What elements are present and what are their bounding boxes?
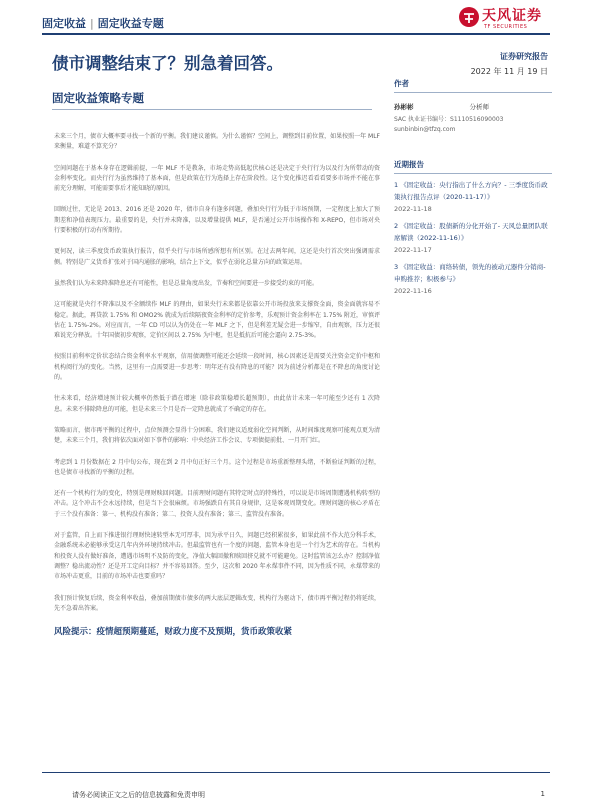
page-header — [0, 0, 600, 40]
body-paragraph: 这可能就是央行不降准以及不全额续作 MLF 的理由，如果央行未来都是依靠公开市场投放来支撑资金面，资金面就容易不稳定。据此，再贷款 1.75% 和 OMO2% 就成为后续隔夜资金利率的定价参考，乐观预计资金利率在 1.75% 附近，审慎评估在 1.75%-2%。对应而言，一年 CD 可以认为仍处在一年 MLF 之下，但是利差无疑会进一步缩窄，自由观察，压力还很难说充分释放。十年国债初步观察，定价区间以 2.75% 为中枢，但是抵抗后可能会逼向 2.75-3%。 — [54, 301, 380, 340]
body-paragraph: 还有一个机构行为的变化，特别是理财赎回问题。目前理财问题有其特定时点的特殊性，可以说是市场周期遭遇机构转型的冲击。这个冲击不会永远持续，但是当下会很麻烦。市场强跌自有其自身规律，这是客观周期变化。理财问题的核心矛盾在于三个没有准备：第一、机构没有准备；第二、投资人没有准备；第三、监管没有准备。 — [54, 490, 380, 518]
author-heading: 作者 — [394, 78, 552, 93]
author-row — [394, 102, 552, 111]
author-role: 分析师 — [469, 103, 489, 111]
body-paragraph: 策略而言，债市再平衡的过程中，点位预测会显得十分困难，我们建议适度弱化空间判断，从时间维度观察可能观点更为清楚，未来三个月，我们将依次面对如下事件的影响：中央经济工作会议、专项债提前批、一月开门红。 — [54, 426, 380, 445]
body-paragraph: 我们预计恢复后续，资金利率收益，叠加前期债市债多的两大底层逻辑改变，机构行为驱动下，债市再平衡过程仍将延续，先不急着出答案。 — [54, 594, 380, 612]
risk-warning: 风险提示：疫情超预期蔓延，财政力度不及预期，货币政策收紧 — [54, 627, 293, 638]
report-date: 2022 年 11 月 19 日 — [470, 67, 548, 76]
subtitle-divider — [52, 109, 372, 110]
report-subtitle: 固定收益策略专题 — [52, 91, 144, 105]
body-paragraph: 考虑到 1 月份数据在 2 月中旬公布，现在到 2 月中旬正好三个月。这个过程是市场重新整理头绪，不断验证判断的过程，也是债市寻找新的平衡的过程。 — [54, 458, 380, 476]
body-paragraph: 虽然我们认为未来降准降息还有可能性，但是总量角度出发，节奏和空间要进一步接受约束的可能。 — [54, 279, 319, 287]
author-email[interactable]: sunbinbin@tfzq.com — [394, 126, 456, 133]
recent-report-title[interactable]: 3 《固定收益：商络转债，领先的被动元器件分销商-申购推荐；积极参与》 — [394, 263, 546, 283]
logo-text-cn: 天风证券 — [482, 8, 542, 24]
body-paragraph: 往未来看，经济增速预计较大概率仍然低于潜在增速（除非政策稳增长超预期），由此估计未来一年可能至少还有 1 次降息。未来不排除降息的可能，但是未来三个月是否一定降息就成了不确定的存在。 — [54, 395, 380, 413]
report-body — [54, 132, 380, 637]
logo-text-en: TF SECURITIES — [484, 24, 528, 30]
recent-reports — [394, 159, 552, 297]
recent-report-date: 2022-11-16 — [394, 287, 432, 295]
report-type: 证券研究报告 — [500, 52, 548, 61]
footer-divider — [42, 772, 550, 773]
recent-report-item[interactable] — [394, 179, 552, 215]
footer-disclaimer: 请务必阅读正文之后的信息披露和免责申明 — [72, 791, 205, 799]
recent-report-date: 2022-11-17 — [394, 246, 432, 254]
tf-securities-logo — [458, 4, 548, 34]
body-paragraph: 更何况，读三季度货币政策执行报告，似乎央行与市场所感所想有所区别。在过去两年间，这还是央行首次突出强调需求侧。特别是广义货币扩张对于国内通胀的影响，结合上下文，似乎在弱化总量方向的政策运用。 — [54, 248, 380, 266]
body-paragraph: 未来三个月，债市大概率要寻找一个新的平衡。我们建议谨慎。为什么谨慎？空间上，调整到目前位置，如果按照一年 MLF 来衡量，难道不算充分？ — [54, 133, 380, 151]
report-title: 债市调整结束了？别急着回答。 — [52, 54, 283, 73]
author-sac: SAC 执业证书编号：S1110516090003 — [394, 116, 504, 123]
header-divider — [42, 33, 550, 35]
author-name: 孙彬彬 — [394, 103, 414, 111]
body-paragraph: 空间问题在于基本身存在逻辑前提，一年 MLF 不是教条，市场走势高低起伏核心还是决定于央行行为以及行为所带动的资金利率变化。而央行行为虽然维持了基本面，但是政策在行为选择上存在阶段性。这个变化推迟看看看要多市场并不能在事前充分理解，可能需要事后才能知晓的原因。 — [54, 164, 380, 193]
recent-report-title[interactable]: 2 《固定收益：股债新的分化开始了- 天风总量团队联席解读（2022-11-16）》 — [394, 222, 548, 242]
page-number: 1 — [540, 790, 545, 798]
recent-report-date: 2022-11-18 — [394, 205, 432, 213]
category-breadcrumb — [42, 15, 164, 31]
recent-reports-heading: 近期报告 — [394, 159, 552, 174]
body-paragraph: 对于监管，自上而下推进银行理财快速转型本无可厚非，因为承平日久，问题已经积累很多，如果此前不作大范分科手术，金融系统未必能够承受这几年内外环境持续冲击。但最监管也有一个度的问题，监管本身也是一个行为艺术的存在。当机构和投资人没有做好准备，遭遇市场明不及防的变化，净值大幅回撤和赎回挤兑就不可能避免。这时监管该怎么办？控制净值调整？稳出流动性？还是开工定向目标？并不容易回答。至少，这次和 2020 年永煤事件不同，因为性质不同，永煤带来的市场冲击更重，目前的市场冲击也要重吗？ — [54, 532, 380, 581]
recent-report-item[interactable] — [394, 261, 552, 297]
recent-report-title[interactable]: 1 《固定收益：央行指出了什么方向？- 三季度货币政策执行报告点评（2020-11-17）》 — [394, 181, 548, 201]
logo-mark-icon — [458, 6, 480, 28]
sidebar — [394, 78, 552, 297]
subcategory-label: 固定收益专题 — [97, 17, 164, 30]
body-paragraph: 回顾过往，无论是 2013、2016 还是 2020 年，债市自身有逢多问题，叠加央行行为低于市场预期，一定程度上加大了预期差和净值表现压力。最重要的是，央行并未降准，以及增量提供 MLF，是否通过公开市场操作和 X-REPO，但市场对央行要积极的行动有所期待。 — [54, 206, 380, 235]
breadcrumb-separator: | — [90, 17, 94, 30]
recent-report-item[interactable] — [394, 220, 552, 256]
body-paragraph: 按照目前利率定价状态结合资金利率水平观察，信用债调整可能还会延续一段时间，核心因素还是需要关注资金定价中枢和机构阅行为的变化。当然，这里有一点需要进一步思考：明年还有没有降息的可能？因为前述分析都是在不降息的角度讨论的。 — [54, 353, 380, 382]
category-label: 固定收益 — [42, 17, 86, 30]
